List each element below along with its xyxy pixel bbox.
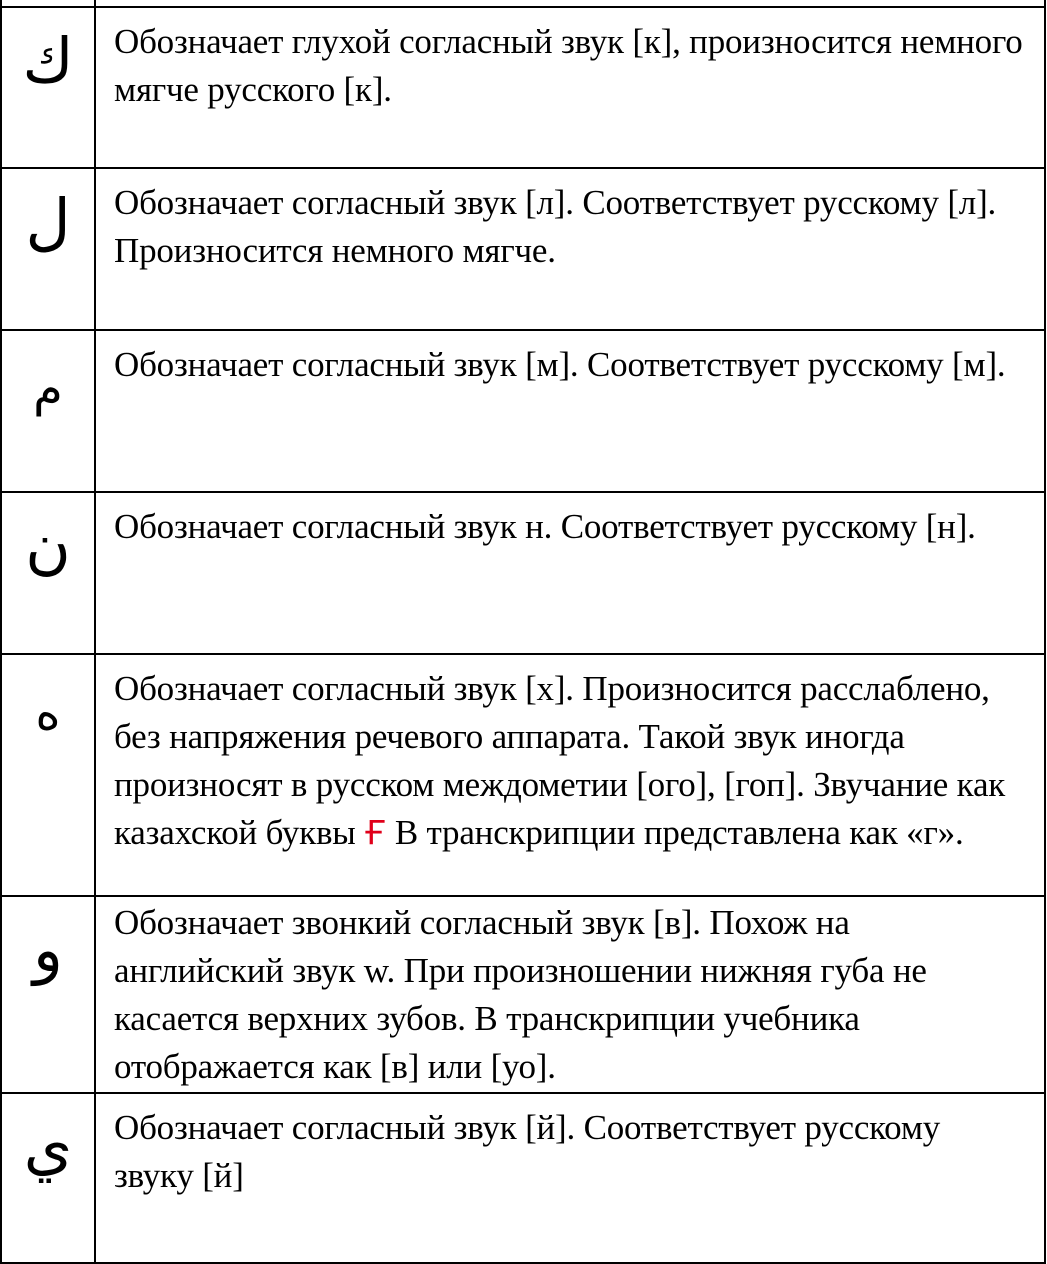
letter-cell bbox=[1, 654, 95, 896]
letter-cell bbox=[1, 1093, 95, 1263]
description-cell bbox=[95, 1093, 1045, 1263]
description-cell bbox=[95, 896, 1045, 1093]
table-row bbox=[1, 896, 1045, 1093]
arabic-letter-ha: ه bbox=[35, 685, 61, 741]
top-edge-cell-text bbox=[95, 0, 1045, 7]
top-edge-cell-letter bbox=[1, 0, 95, 7]
letter-description bbox=[96, 655, 1044, 857]
letter-description: Обозначает согласный звук [л]. Соответствует русскому [л]. Произносится немного мягче. bbox=[114, 183, 997, 270]
table-row bbox=[1, 168, 1045, 330]
arabic-letter-ya: ي bbox=[23, 1110, 73, 1183]
arabic-letter-lam: ل bbox=[25, 185, 71, 258]
arabic-letter-mim: م bbox=[33, 361, 63, 417]
table-row bbox=[1, 7, 1045, 168]
letter-description: Обозначает звонкий согласный звук [в]. Похож на английский звук w. При произношении нижняя губа не касается верхних зубов. В транскрипции учебника отображается как [в] или [уо]. bbox=[114, 903, 927, 1086]
description-text-before: Обозначает согласный звук [х]. Произносится расслаблено, без напряжения речевого аппарата. Такой звук иногда произносят в русском междометии [ого], [гоп]. Звучание как казахской буквы bbox=[114, 669, 1006, 852]
description-cell bbox=[95, 492, 1045, 654]
table-row bbox=[1, 654, 1045, 896]
letter-cell bbox=[1, 492, 95, 654]
letter-cell bbox=[1, 330, 95, 492]
description-cell bbox=[95, 654, 1045, 896]
table-row bbox=[1, 1093, 1045, 1263]
table-row bbox=[1, 330, 1045, 492]
letter-cell bbox=[1, 896, 95, 1093]
letter-description: Обозначает согласный звук [й]. Соответствует русскому звуку [й] bbox=[114, 1108, 941, 1195]
letter-description: Обозначает глухой согласный звук [к], произносится немного мягче русского [к]. bbox=[114, 22, 1023, 109]
arabic-letter-nun: ن bbox=[25, 509, 71, 582]
table-row bbox=[1, 492, 1045, 654]
description-cell bbox=[95, 7, 1045, 168]
arabic-letter-kaf: ك bbox=[22, 24, 74, 97]
letter-description: Обозначает согласный звук н. Соответствует русскому [н]. bbox=[114, 507, 976, 546]
description-text-after: В транскрипции представлена как «г». bbox=[386, 813, 964, 852]
letter-description: Обозначает согласный звук [м]. Соответствует русскому [м]. bbox=[114, 345, 1006, 384]
letter-cell bbox=[1, 168, 95, 330]
letter-cell bbox=[1, 7, 95, 168]
arabic-letter-waw: و bbox=[33, 913, 63, 986]
description-cell bbox=[95, 168, 1045, 330]
kazakh-letter-ghayn: Ғ bbox=[364, 813, 387, 852]
description-cell bbox=[95, 330, 1045, 492]
table-top-edge-row bbox=[1, 0, 1045, 7]
